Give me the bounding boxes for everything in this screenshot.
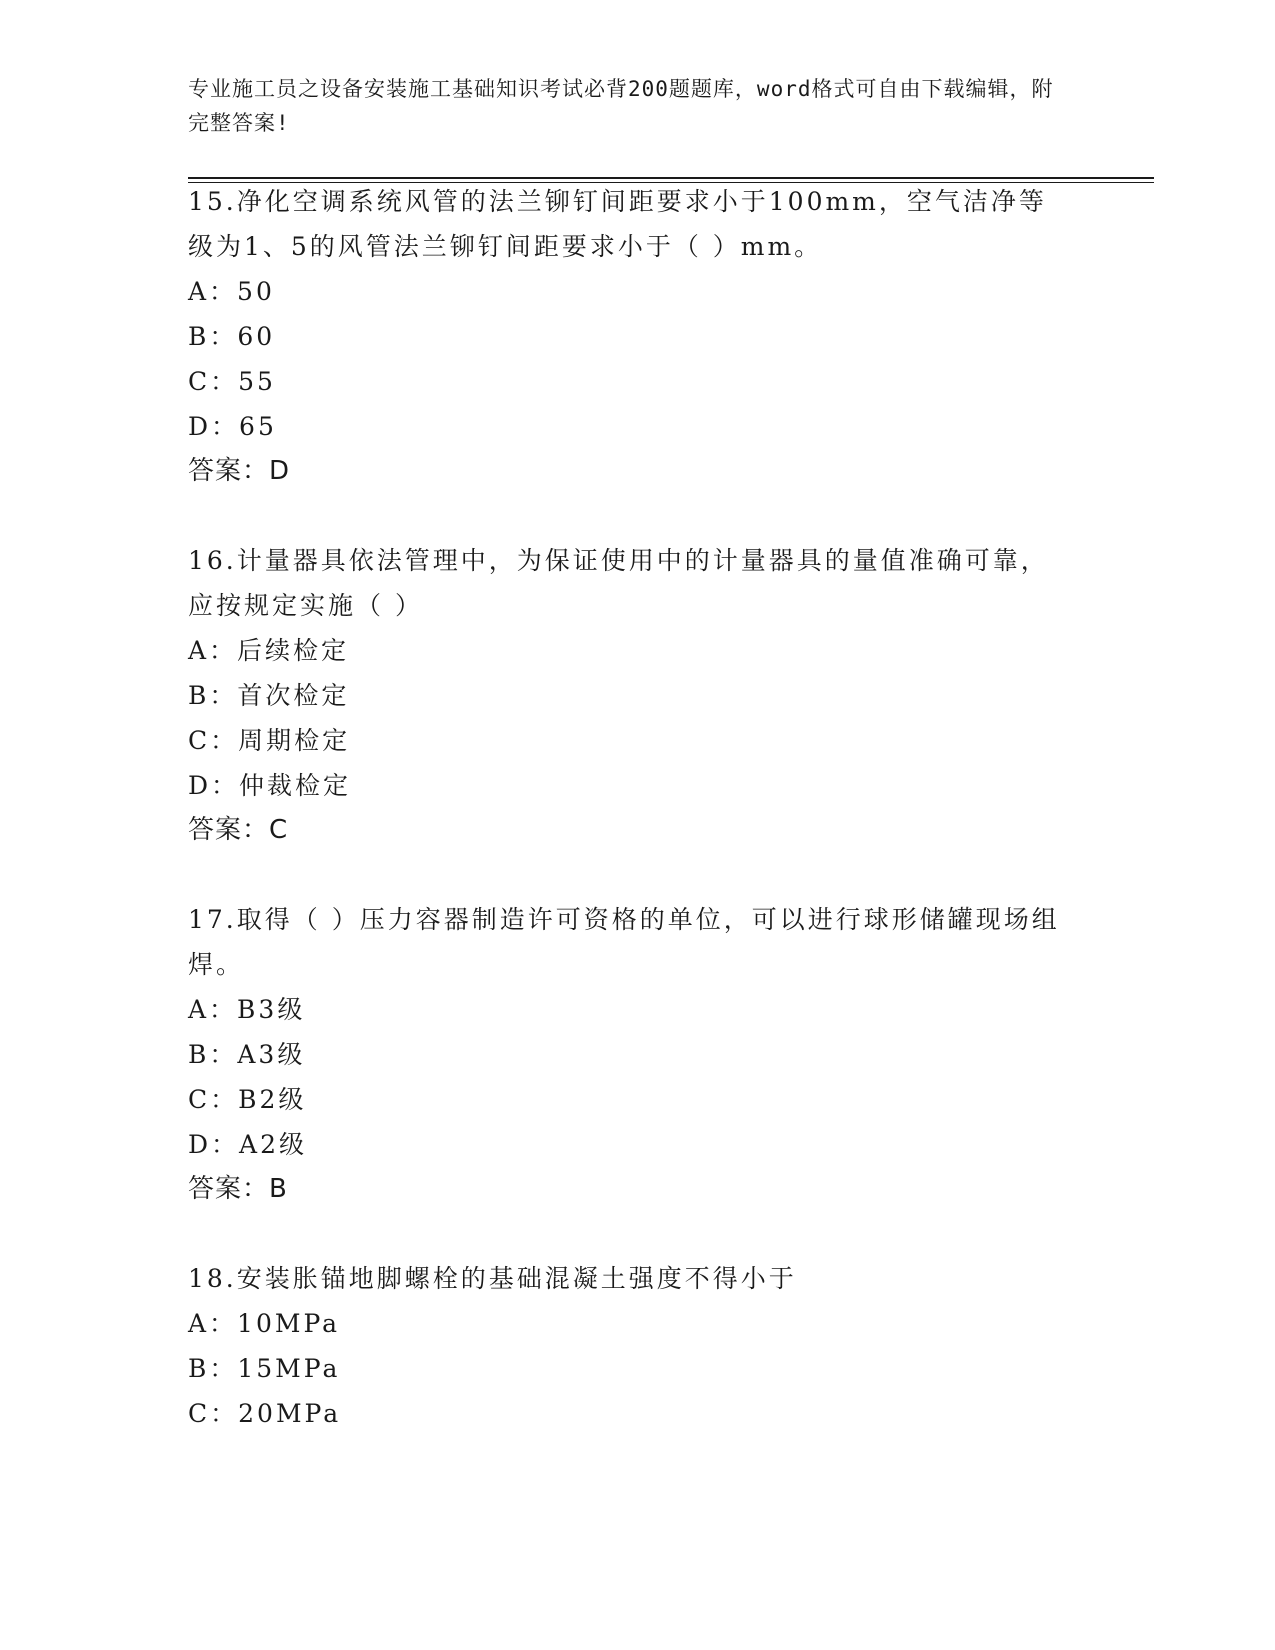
option-d: D：A2级 — [188, 1130, 308, 1159]
option-b: B：60 — [188, 322, 276, 351]
answer-line: 答案：D — [188, 456, 291, 486]
option-b: B：A3级 — [188, 1040, 306, 1069]
option-c: C：周期检定 — [188, 726, 351, 755]
question-text: 15.净化空调系统风管的法兰铆钉间距要求小于100mm，空气洁净等级为1、5的风管法兰铆钉间距要求小于（ ）mm。 — [188, 187, 1047, 261]
answer-line: 答案：C — [188, 815, 289, 845]
document-header: 专业施工员之设备安装施工基础知识考试必背200题题库，word格式可自由下载编辑，附完整答案! — [188, 77, 1054, 135]
option-d: D：仲裁检定 — [188, 771, 352, 800]
option-a: A：后续检定 — [188, 636, 350, 665]
option-d: D：65 — [188, 412, 277, 441]
option-a: A：B3级 — [188, 995, 306, 1024]
question-18 — [188, 1256, 1088, 1436]
option-b: B：15MPa — [188, 1354, 341, 1383]
option-a: A：50 — [188, 277, 275, 306]
answer-line: 答案：B — [188, 1174, 288, 1204]
option-a: A：10MPa — [188, 1309, 341, 1338]
question-text: 16.计量器具依法管理中，为保证使用中的计量器具的量值准确可靠，应按规定实施（ ） — [188, 546, 1049, 620]
option-c: C：55 — [188, 367, 276, 396]
question-text: 17.取得（ ）压力容器制造许可资格的单位，可以进行球形储罐现场组焊。 — [188, 905, 1060, 979]
option-c: C：B2级 — [188, 1085, 307, 1114]
question-text: 18.安装胀锚地脚螺栓的基础混凝土强度不得小于 — [188, 1264, 797, 1293]
option-c: C：20MPa — [188, 1399, 342, 1428]
question-17 — [188, 897, 1088, 1212]
question-15 — [188, 179, 1088, 494]
question-16 — [188, 538, 1088, 853]
option-b: B：首次检定 — [188, 681, 350, 710]
